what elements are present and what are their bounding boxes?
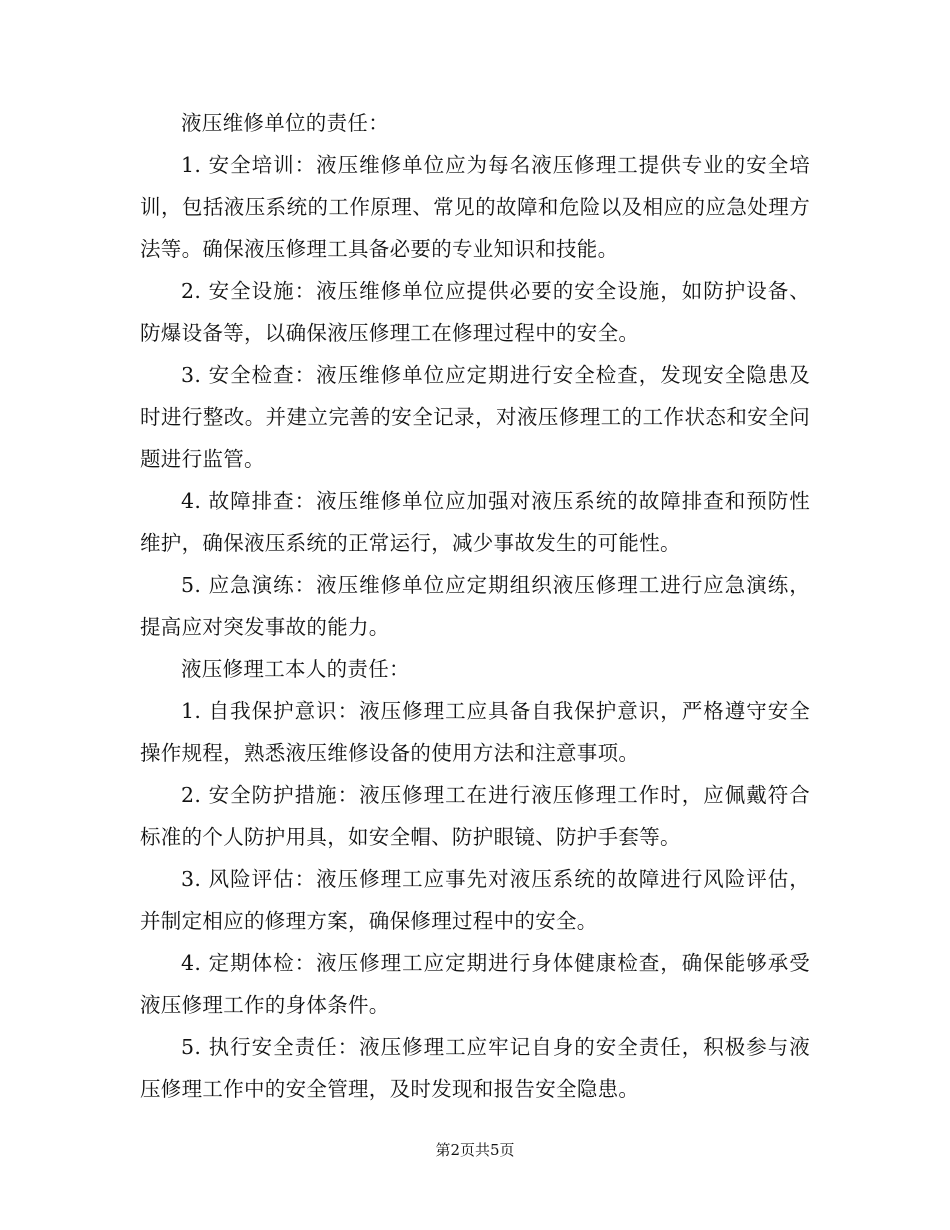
- paragraph-fault-troubleshooting: 4. 故障排查：液压维修单位应加强对液压系统的故障排查和预防性维护，确保液压系统的正常运行，减少事故发生的可能性。: [140, 489, 810, 555]
- paragraph-safety-training: 1. 安全培训：液压维修单位应为每名液压修理工提供专业的安全培训，包括液压系统的工作原理、常见的故障和危险以及相应的应急处理方法等。确保液压修理工具备必要的专业知识和技能。: [140, 153, 810, 261]
- paragraph-regular-checkup: 4. 定期体检：液压修理工应定期进行身体健康检查，确保能够承受液压修理工作的身体条件。: [140, 951, 810, 1017]
- paragraph-protective-measures: 2. 安全防护措施：液压修理工在进行液压修理工作时，应佩戴符合标准的个人防护用具，如安全帽、防护眼镜、防护手套等。: [140, 783, 810, 849]
- section-heading-unit-responsibility: 液压维修单位的责任：: [181, 111, 389, 135]
- section-heading-worker-responsibility: 液压修理工本人的责任：: [181, 657, 410, 681]
- paragraph-emergency-drill: 5. 应急演练：液压维修单位应定期组织液压修理工进行应急演练，提高应对突发事故的能力。: [140, 573, 810, 639]
- document-body: [140, 102, 810, 1110]
- paragraph-risk-assessment: 3. 风险评估：液压修理工应事先对液压系统的故障进行风险评估，并制定相应的修理方案，确保修理过程中的安全。: [140, 867, 810, 933]
- paragraph-safety-facilities: 2. 安全设施：液压维修单位应提供必要的安全设施，如防护设备、防爆设备等，以确保液压修理工在修理过程中的安全。: [140, 279, 810, 345]
- page-footer: 第2页共5页: [435, 1141, 515, 1159]
- paragraph-safety-inspection: 3. 安全检查：液压维修单位应定期进行安全检查，发现安全隐患及时进行整改。并建立完善的安全记录，对液压修理工的工作状态和安全问题进行监管。: [140, 363, 810, 471]
- paragraph-self-protection: 1. 自我保护意识：液压修理工应具备自我保护意识，严格遵守安全操作规程，熟悉液压维修设备的使用方法和注意事项。: [140, 699, 810, 765]
- paragraph-safety-duty: 5. 执行安全责任：液压修理工应牢记自身的安全责任，积极参与液压修理工作中的安全管理，及时发现和报告安全隐患。: [140, 1035, 810, 1101]
